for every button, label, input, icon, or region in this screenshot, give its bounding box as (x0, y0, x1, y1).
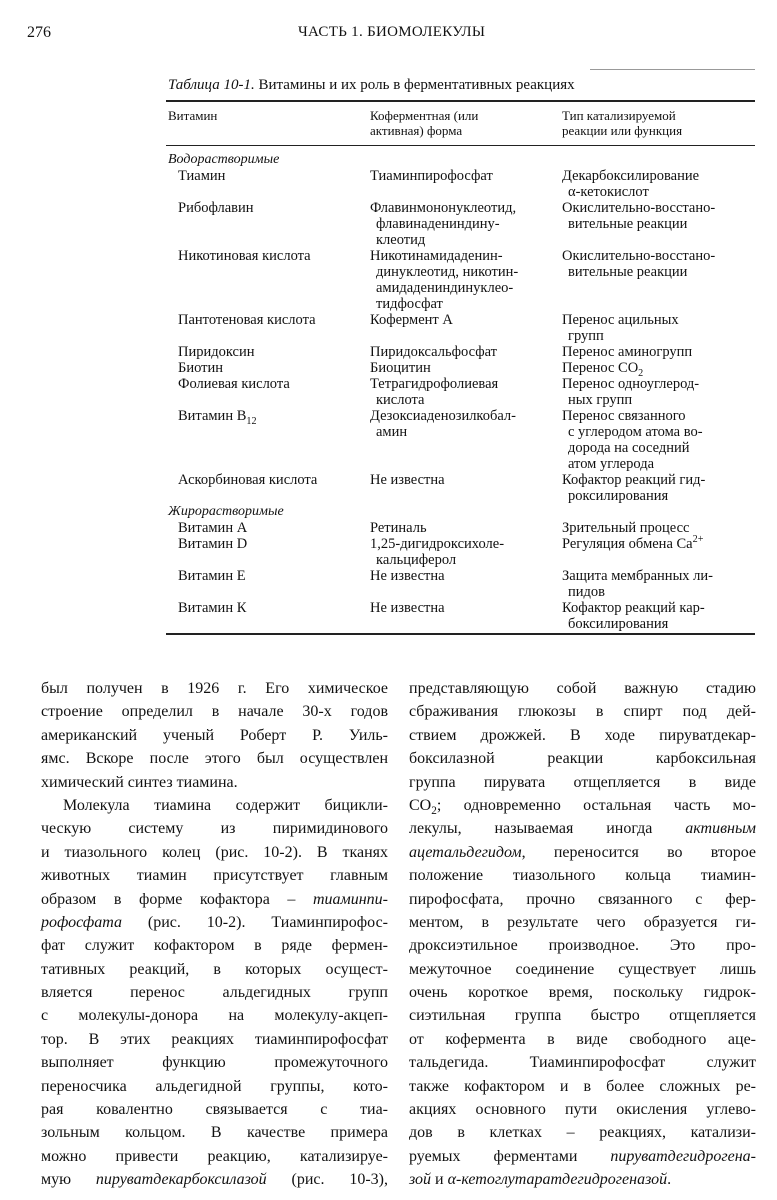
supscript: 2+ (692, 534, 704, 546)
italic-term: рофосфата (41, 913, 122, 931)
text-line (41, 1145, 388, 1168)
table-label: Таблица 10-1. (168, 77, 255, 93)
table-caption: Витамины и их роль в ферментативных реакциях (254, 77, 575, 93)
text-segment: очень короткое время, поскольку гидрок- (409, 984, 756, 1002)
function-cell (562, 376, 699, 408)
text-segment: дроксиэтильное производное. Это про- (409, 937, 756, 955)
text-line (409, 771, 756, 794)
text-line (41, 864, 388, 887)
vitamin-cell (178, 600, 246, 616)
cell-line: Перенос ацильных (562, 312, 679, 328)
text-line (41, 911, 388, 934)
cell-line (178, 408, 257, 427)
text-segment: был получен в 1926 г. Его химическое (41, 680, 388, 697)
header-line: Тип катализируемой (562, 108, 676, 123)
text-line (409, 1168, 756, 1191)
cell-line (562, 360, 644, 379)
text-line (409, 747, 756, 770)
vitamin-cell (178, 408, 257, 427)
table-row (168, 344, 758, 360)
text-line (409, 888, 756, 911)
text-line (409, 958, 756, 981)
text-segment: с молекулы-донора на молекулу-акцеп- (41, 1007, 388, 1025)
text-segment: ческую систему из пиримидинового (41, 820, 388, 838)
coenzyme-cell (370, 312, 453, 328)
table-row (168, 360, 758, 379)
vitamin-cell (178, 248, 311, 264)
cell-line: Рибофлавин (178, 200, 254, 216)
coenzyme-cell (370, 248, 518, 312)
cell-line: с углеродом атома во- (568, 424, 703, 440)
table-row (168, 520, 758, 536)
text-segment: ; одновременно остальная часть мо- (436, 796, 756, 814)
cell-line: Окислительно-восстано- (562, 248, 716, 264)
text-segment: и тиазольного колец (рис. 10-2). В тканях (41, 843, 388, 861)
table-row (168, 376, 758, 408)
cell-line: дорода на соседний (568, 440, 690, 456)
table-bottom-rule (166, 633, 755, 635)
cell-line: Перенос связанного (562, 408, 686, 424)
vitamin-cell (178, 536, 247, 552)
function-cell (562, 536, 703, 552)
text-line (409, 1121, 756, 1144)
coenzyme-cell (370, 600, 445, 616)
text-line (41, 677, 388, 700)
function-cell (562, 360, 644, 379)
text-segment: рая ковалентно связывается с тиа- (41, 1101, 388, 1119)
text-line (41, 700, 388, 723)
text-line (41, 1051, 388, 1074)
function-cell (562, 520, 689, 536)
cell-line: боксилирования (568, 616, 669, 632)
cell-line: Никотинамидаденин- (370, 248, 503, 264)
function-cell (562, 472, 705, 504)
text-segment: животных тиамин присутствует главным (41, 867, 388, 885)
cell-line: кальциферол (376, 552, 457, 568)
coenzyme-cell (370, 360, 431, 376)
text-column-right (409, 677, 756, 1192)
cell-line: динуклеотид, никотин- (376, 264, 519, 280)
cell-line: Витамин А (178, 520, 248, 536)
text-segment: руемых ферментами (409, 1147, 611, 1165)
function-cell (562, 568, 713, 600)
text-segment: межуточное соединение существует лишь (409, 960, 756, 978)
table-section-heading: Водорастворимые (168, 152, 280, 167)
cell-line: Витамин Е (178, 568, 246, 584)
cell-line: α-кетокислот (568, 184, 649, 200)
vitamin-cell (178, 568, 246, 584)
table-row (168, 600, 758, 632)
vitamin-cell (178, 520, 247, 536)
text-line (409, 1098, 756, 1121)
text-line (409, 864, 756, 887)
text-line (409, 1145, 756, 1168)
table-row (168, 536, 758, 568)
table-title (168, 77, 575, 94)
text-segment: лекулы, называемая иногда (409, 820, 686, 838)
coenzyme-cell (370, 344, 497, 360)
text-line (409, 911, 756, 934)
header-line: реакции или функция (562, 123, 683, 138)
coenzyme-cell (370, 376, 498, 408)
italic-term: пируватдекарбоксилазой (95, 1171, 267, 1189)
text-line (41, 1004, 388, 1027)
text-segment: пирофосфата, прочно связанного с фер- (409, 890, 756, 908)
header-line: Коферментная (или (370, 108, 479, 123)
italic-term: зой (409, 1171, 432, 1189)
text-segment: строение определил в начале 30-х годов (41, 703, 388, 721)
text-line (41, 724, 388, 747)
table-header-rule (166, 145, 755, 146)
italic-term: тиаминпи- (312, 890, 388, 908)
cell-line: Не известна (370, 472, 445, 488)
text-segment: от кофермента в виде свободного аце- (409, 1030, 756, 1048)
function-cell (562, 344, 692, 360)
text-segment: вляется перенос альдегидных групп (41, 984, 388, 1002)
text-segment: Витамин B (178, 408, 247, 424)
function-cell (562, 408, 703, 472)
text-line (409, 1051, 756, 1074)
text-line (409, 981, 756, 1004)
cell-line: флавинадениндину- (376, 216, 500, 232)
coenzyme-cell (370, 536, 504, 568)
table-row (168, 248, 758, 312)
cell-line: Пантотеновая кислота (178, 312, 316, 328)
text-line (41, 1168, 388, 1191)
text-line (409, 677, 756, 700)
cell-line: Кофермент А (370, 312, 453, 328)
function-cell (562, 600, 705, 632)
text-line (41, 841, 388, 864)
vitamin-cell (178, 344, 255, 360)
text-segment: сбраживания глюкозы в спирт под дей- (409, 703, 756, 721)
text-segment: сиэтильная группа быстро отщепляется (409, 1007, 756, 1025)
table-top-rule (166, 100, 755, 102)
cell-line: Ретиналь (370, 520, 427, 536)
text-segment: дов в клетках – реакциях, катализи- (409, 1124, 756, 1142)
cell-line: Декарбоксилирование (562, 168, 700, 184)
cell-line: Тиаминпирофосфат (370, 168, 493, 184)
coenzyme-cell (370, 168, 493, 184)
cell-line: Биотин (178, 360, 224, 376)
running-head: ЧАСТЬ 1. БИОМОЛЕКУЛЫ (298, 24, 486, 40)
cell-line: групп (568, 328, 604, 344)
table-row (168, 408, 758, 472)
cell-line: Фолиевая кислота (178, 376, 290, 392)
text-line (41, 1075, 388, 1098)
cell-line: Дезоксиаденозилкобал- (370, 408, 516, 424)
header-line: активная) форма (370, 123, 463, 138)
coenzyme-cell (370, 408, 516, 440)
cell-line: амин (376, 424, 408, 440)
cell-line: Витамин D (178, 536, 248, 552)
table-row (168, 568, 758, 600)
cell-line: вительные реакции (568, 264, 688, 280)
cell-line: Защита мембранных ли- (562, 568, 714, 584)
text-segment: представляющую собой важную стадию (409, 680, 756, 697)
coenzyme-cell (370, 472, 445, 488)
text-line (41, 888, 388, 911)
text-segment: ямс. Вскоре после этого был осуществлен (41, 750, 388, 768)
text-line (409, 817, 756, 840)
table-row (168, 472, 758, 504)
cell-line: ных групп (568, 392, 633, 408)
table-section-heading: Жирорастворимые (168, 504, 284, 519)
text-line (41, 958, 388, 981)
text-segment: американский ученый Роберт Р. Уиль- (41, 726, 388, 744)
cell-line: 1,25-дигидроксихоле- (370, 536, 505, 552)
text-segment: Молекула тиамина содержит бицикли- (63, 796, 388, 814)
text-line (409, 1004, 756, 1027)
text-line (41, 771, 388, 794)
cell-line: Перенос аминогрупп (562, 344, 693, 360)
cell-line: Перенос одноуглерод- (562, 376, 700, 392)
italic-term: активным (685, 820, 756, 838)
function-cell (562, 168, 699, 200)
vitamin-cell (178, 200, 254, 216)
table-row (168, 312, 758, 344)
text-line (41, 794, 388, 817)
text-column-left (41, 677, 388, 1192)
subscript: 2 (431, 805, 437, 818)
vitamin-cell (178, 472, 317, 488)
vitamin-cell (178, 376, 290, 392)
text-segment: акциях основного пути окисления углево- (409, 1101, 756, 1119)
text-segment: также кофактором и в более сложных ре- (409, 1077, 756, 1095)
cell-line: Окислительно-восстано- (562, 200, 716, 216)
vitamin-cell (178, 360, 223, 376)
cell-line: Тетрагидрофолиевая (370, 376, 499, 392)
text-segment: ментом, в результате чего образуется ги- (409, 913, 756, 931)
function-cell (562, 312, 679, 344)
text-segment: (рис. 10-3), (266, 1171, 388, 1189)
cell-line: Витамин К (178, 600, 247, 616)
text-segment: мую (41, 1171, 96, 1189)
cell-line: Никотиновая кислота (178, 248, 311, 264)
function-cell (562, 200, 715, 232)
cell-line: Пиридоксин (178, 344, 255, 360)
header-reaction-type (562, 108, 682, 138)
text-segment: тор. В этих реакциях тиаминпирофосфат (41, 1030, 388, 1048)
text-line (409, 1075, 756, 1098)
header-line: Витамин (168, 108, 218, 123)
text-line (41, 981, 388, 1004)
cell-line: вительные реакции (568, 216, 688, 232)
text-line (41, 934, 388, 957)
cell-line: клеотид (376, 232, 426, 248)
text-segment: положение тиазольного кольца тиамин- (409, 867, 756, 885)
text-line (409, 934, 756, 957)
table-row (168, 168, 758, 200)
text-segment: химический синтез тиамина. (41, 773, 238, 791)
text-line (409, 794, 756, 817)
text-segment: выполняет функцию промежуточного (41, 1054, 388, 1072)
coenzyme-cell (370, 568, 445, 584)
text-segment: боксилазной реакции карбоксильная (409, 750, 756, 768)
italic-term: ацетальдегидом (409, 843, 522, 861)
text-segment: (рис. 10-2). Тиаминпирофос- (121, 913, 388, 931)
cell-line: Биоцитин (370, 360, 431, 376)
text-segment: . (667, 1171, 672, 1189)
cell-line (562, 536, 703, 552)
text-segment: , переносится во второе (521, 843, 756, 861)
text-segment: и (431, 1171, 448, 1189)
cell-line: Не известна (370, 568, 445, 584)
cell-line: атом углерода (568, 456, 655, 472)
cell-line: тидфосфат (376, 296, 443, 312)
text-segment: тальдегида. Тиаминпирофосфат служит (409, 1054, 756, 1072)
text-line (41, 1028, 388, 1051)
cell-line: Кофактор реакций кар- (562, 600, 705, 616)
cell-line: Аскорбиновая кислота (178, 472, 318, 488)
cell-line: Тиамин (178, 168, 226, 184)
text-line (41, 1121, 388, 1144)
text-segment: образом в форме кофактора – (41, 890, 313, 908)
text-segment: тативных реакций, в которых осущест- (41, 960, 388, 978)
text-line (41, 747, 388, 770)
cell-line: Не известна (370, 600, 445, 616)
italic-term: α-кетоглутаратдегидрогеназой (447, 1171, 668, 1189)
text-segment: Перенос CO (562, 360, 639, 376)
text-line (409, 1028, 756, 1051)
text-line (409, 724, 756, 747)
text-line (409, 841, 756, 864)
page-number: 276 (27, 24, 51, 41)
vitamin-cell (178, 312, 316, 328)
cell-line: Кофактор реакций гид- (562, 472, 706, 488)
header-coenzyme-form (370, 108, 478, 138)
text-segment: переносчика альдегидной группы, кото- (41, 1077, 388, 1095)
header-vitamin (168, 108, 217, 123)
text-line (41, 1098, 388, 1121)
text-segment: группа пирувата отщепляется в виде (409, 773, 756, 791)
cell-line: кислота (376, 392, 425, 408)
coenzyme-cell (370, 200, 516, 248)
coenzyme-cell (370, 520, 427, 536)
text-segment: можно привести реакцию, катализируе- (41, 1147, 388, 1165)
text-segment: ствием дрожжей. В ходе пируватдекар- (409, 726, 756, 744)
top-rule (590, 69, 755, 70)
subscript: 2 (638, 367, 644, 379)
vitamin-cell (178, 168, 225, 184)
cell-line: роксилирования (568, 488, 669, 504)
text-line (409, 700, 756, 723)
text-segment: зольным кольцом. В качестве примера (41, 1124, 388, 1142)
text-segment: фат служит кофактором в ряде фермен- (41, 937, 388, 955)
text-segment: CO (409, 796, 432, 814)
function-cell (562, 248, 715, 280)
table-body (168, 152, 758, 632)
text-segment: Регуляция обмена Ca (562, 536, 693, 552)
subscript: 12 (246, 415, 257, 427)
cell-line: амидадениндинуклео- (376, 280, 514, 296)
cell-line: Флавинмононуклеотид, (370, 200, 517, 216)
table-row (168, 200, 758, 248)
text-line (41, 817, 388, 840)
italic-term: пируватдегидрогена- (610, 1147, 756, 1165)
cell-line: Пиридоксальфосфат (370, 344, 497, 360)
cell-line: пидов (568, 584, 605, 600)
cell-line: Зрительный процесс (562, 520, 690, 536)
